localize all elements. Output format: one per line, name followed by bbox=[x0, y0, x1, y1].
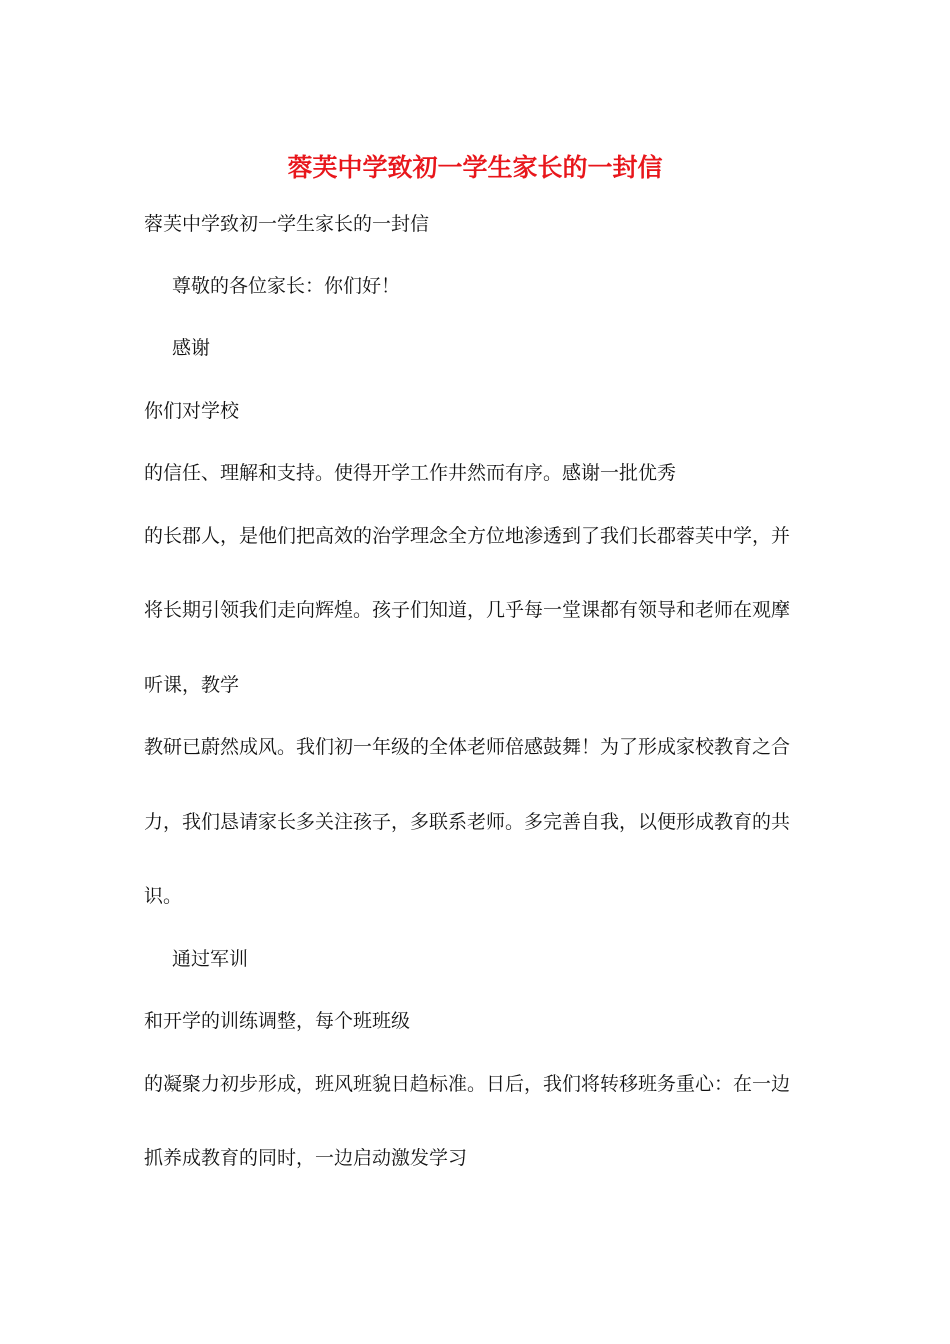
text-line-thanks: 感谢 bbox=[172, 337, 211, 359]
text-line: 教研已蔚然成风。我们初一年级的全体老师倍感鼓舞！为了形成家校教育之合 bbox=[144, 736, 791, 758]
document-title: 蓉芙中学致初一学生家长的一封信 bbox=[287, 153, 663, 182]
text-line: 和开学的训练调整，每个班班级 bbox=[144, 1010, 411, 1032]
text-line: 听课，教学 bbox=[144, 674, 240, 696]
text-line: 的凝聚力初步形成，班风班貌日趋标准。日后，我们将转移班务重心：在一边 bbox=[144, 1073, 791, 1095]
text-line: 你们对学校 bbox=[144, 400, 240, 422]
text-line: 的长郡人，是他们把高效的治学理念全方位地渗透到了我们长郡蓉芙中学，并 bbox=[144, 525, 791, 547]
text-line: 识。 bbox=[144, 885, 183, 907]
text-line-subtitle: 蓉芙中学致初一学生家长的一封信 bbox=[144, 213, 430, 235]
text-line: 的信任、理解和支持。使得开学工作井然而有序。感谢一批优秀 bbox=[144, 462, 677, 484]
text-line-greeting: 尊敬的各位家长：你们好！ bbox=[172, 275, 401, 297]
text-line: 力，我们恳请家长多关注孩子，多联系老师。多完善自我，以便形成教育的共 bbox=[144, 811, 791, 833]
text-line: 抓养成教育的同时，一边启动激发学习 bbox=[144, 1147, 468, 1169]
text-line-military-training: 通过军训 bbox=[172, 948, 249, 970]
text-line: 将长期引领我们走向辉煌。孩子们知道，几乎每一堂课都有领导和老师在观摩 bbox=[144, 599, 791, 621]
